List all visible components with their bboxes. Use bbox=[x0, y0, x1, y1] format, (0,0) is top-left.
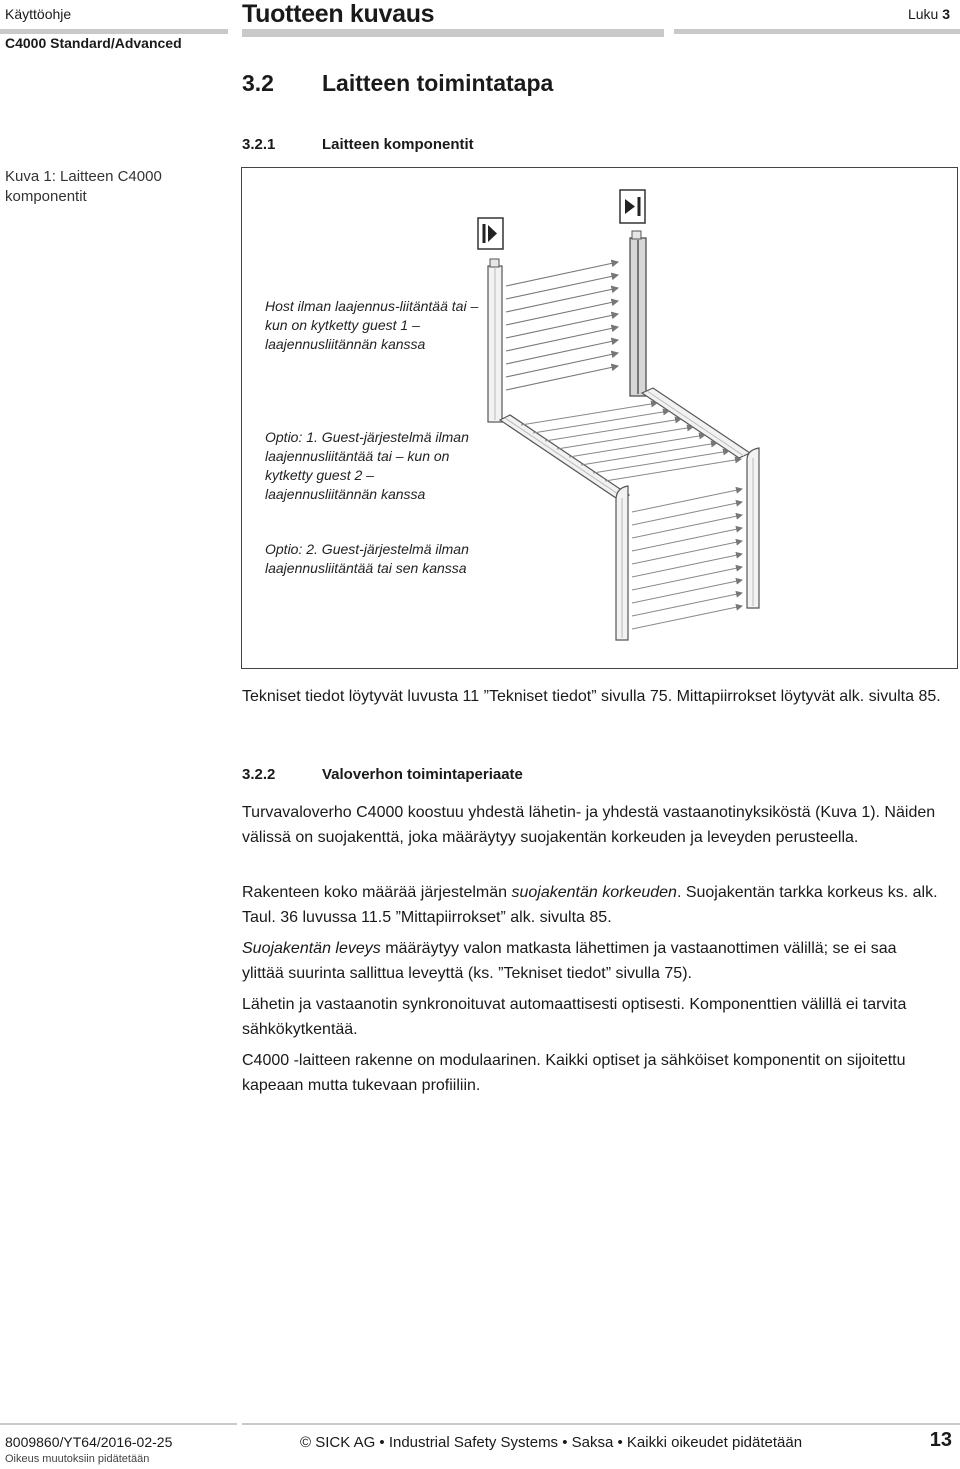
footer-copyright: © SICK AG • Industrial Safety Systems • Saksa • Kaikki oikeudet pidätetään bbox=[300, 1434, 803, 1451]
label-guest-1: Optio: 1. Guest-järjestelmä ilman laajennusliitäntää tai – kun on kytketty guest 2 – laajennusliitännän kanssa bbox=[265, 429, 469, 502]
footer-note: Oikeus muutoksiin pidätetään bbox=[5, 1453, 150, 1465]
subsection-1-number: 3.2.1 bbox=[242, 136, 276, 153]
light-curtain-drawing bbox=[242, 168, 957, 668]
paragraph-5: C4000 -laitteen rakenne on modulaarinen. Kaikki optiset ja sähköiset komponentit on sijoitettu kapeaan mutta tukevaan profiiliin. bbox=[242, 1052, 906, 1094]
paragraph-4: Lähetin ja vastaanotin synkronoituvat automaattisesti optisesti. Komponenttien välillä ei tarvita sähkökytkentää. bbox=[242, 996, 907, 1038]
chapter-number: 3 bbox=[942, 6, 950, 22]
figure-reference-text: Tekniset tiedot löytyvät luvusta 11 ”Tekniset tiedot” sivulla 75. Mittapiirrokset löytyvät alk. sivulta 85. bbox=[242, 688, 941, 705]
paragraph-2-emphasis: suojakentän korkeuden bbox=[511, 884, 677, 901]
subsection-2-number: 3.2.2 bbox=[242, 766, 276, 783]
host-receiver-column bbox=[630, 231, 646, 396]
guest-1-light-beams bbox=[521, 403, 741, 481]
paragraph-1: Turvavaloverho C4000 koostuu yhdestä lähetin- ja yhdestä vastaanotinyksiköstä (Kuva 1). Näiden välissä on suojakenttä, joka määräytyy suojakentän korkeuden ja leveyden perusteella. bbox=[242, 804, 936, 846]
subsection-heading-2 bbox=[242, 766, 523, 783]
header-rule-middle bbox=[242, 29, 664, 37]
guest-2-sender-column bbox=[616, 486, 628, 640]
sender-arrow-icon bbox=[478, 218, 503, 249]
guest-2-receiver-column bbox=[747, 448, 759, 608]
paragraph-2-text-b: . Suojakentän tarkka korkeus ks. alk. Taul. 36 luvussa 11.5 ”Mittapiirrokset” alk. sivulta 85. bbox=[242, 884, 938, 926]
subsection-2-title: Valoverhon toimintaperiaate bbox=[322, 766, 523, 783]
chapter-indicator bbox=[908, 6, 950, 22]
receiver-arrow-icon bbox=[620, 190, 645, 223]
label-guest-2: Optio: 2. Guest-järjestelmä ilman laajennusliitäntää tai sen kanssa bbox=[265, 541, 469, 576]
chapter-word: Luku bbox=[907, 6, 939, 22]
subsection-heading-1 bbox=[242, 136, 474, 153]
doc-type: Käyttöohje bbox=[5, 6, 72, 22]
paragraph-2-text-a: Rakenteen koko määrää järjestelmän bbox=[242, 884, 512, 901]
paragraph-2 bbox=[242, 880, 942, 930]
header-rule-left bbox=[0, 29, 228, 34]
header-rule-right bbox=[674, 29, 960, 34]
footer-doc-id: 8009860/YT64/2016-02-25 bbox=[5, 1434, 173, 1450]
footer-rule-right bbox=[242, 1423, 960, 1425]
header-title: Tuotteen kuvaus bbox=[242, 0, 435, 28]
figure-components bbox=[241, 167, 958, 669]
footer-rule-left bbox=[0, 1423, 237, 1425]
product-name: C4000 Standard/Advanced bbox=[5, 35, 182, 51]
subsection-1-title: Laitteen komponentit bbox=[322, 136, 474, 153]
figure-caption: Kuva 1: Laitteen C4000 komponentit bbox=[5, 168, 162, 205]
section-number: 3.2 bbox=[242, 70, 274, 96]
guest-2-light-beams bbox=[632, 489, 742, 629]
paragraph-3 bbox=[242, 936, 942, 986]
label-host: Host ilman laajennus-liitäntää tai – kun on kytketty guest 1 – laajennusliitännän kanssa bbox=[265, 298, 479, 352]
paragraph-3-text: määräytyy valon matkasta lähettimen ja vastaanottimen välillä; se ei saa ylittää suurinta sallittua leveyttä (ks. ”Tekniset tiedot” sivulla 75). bbox=[242, 940, 897, 982]
section-heading bbox=[242, 70, 553, 97]
paragraph-3-emphasis: Suojakentän leveys bbox=[242, 940, 381, 957]
host-sender-column bbox=[488, 259, 502, 422]
host-light-beams bbox=[506, 262, 618, 390]
section-title: Laitteen toimintatapa bbox=[322, 70, 554, 96]
page-number: 13 bbox=[929, 1429, 952, 1451]
